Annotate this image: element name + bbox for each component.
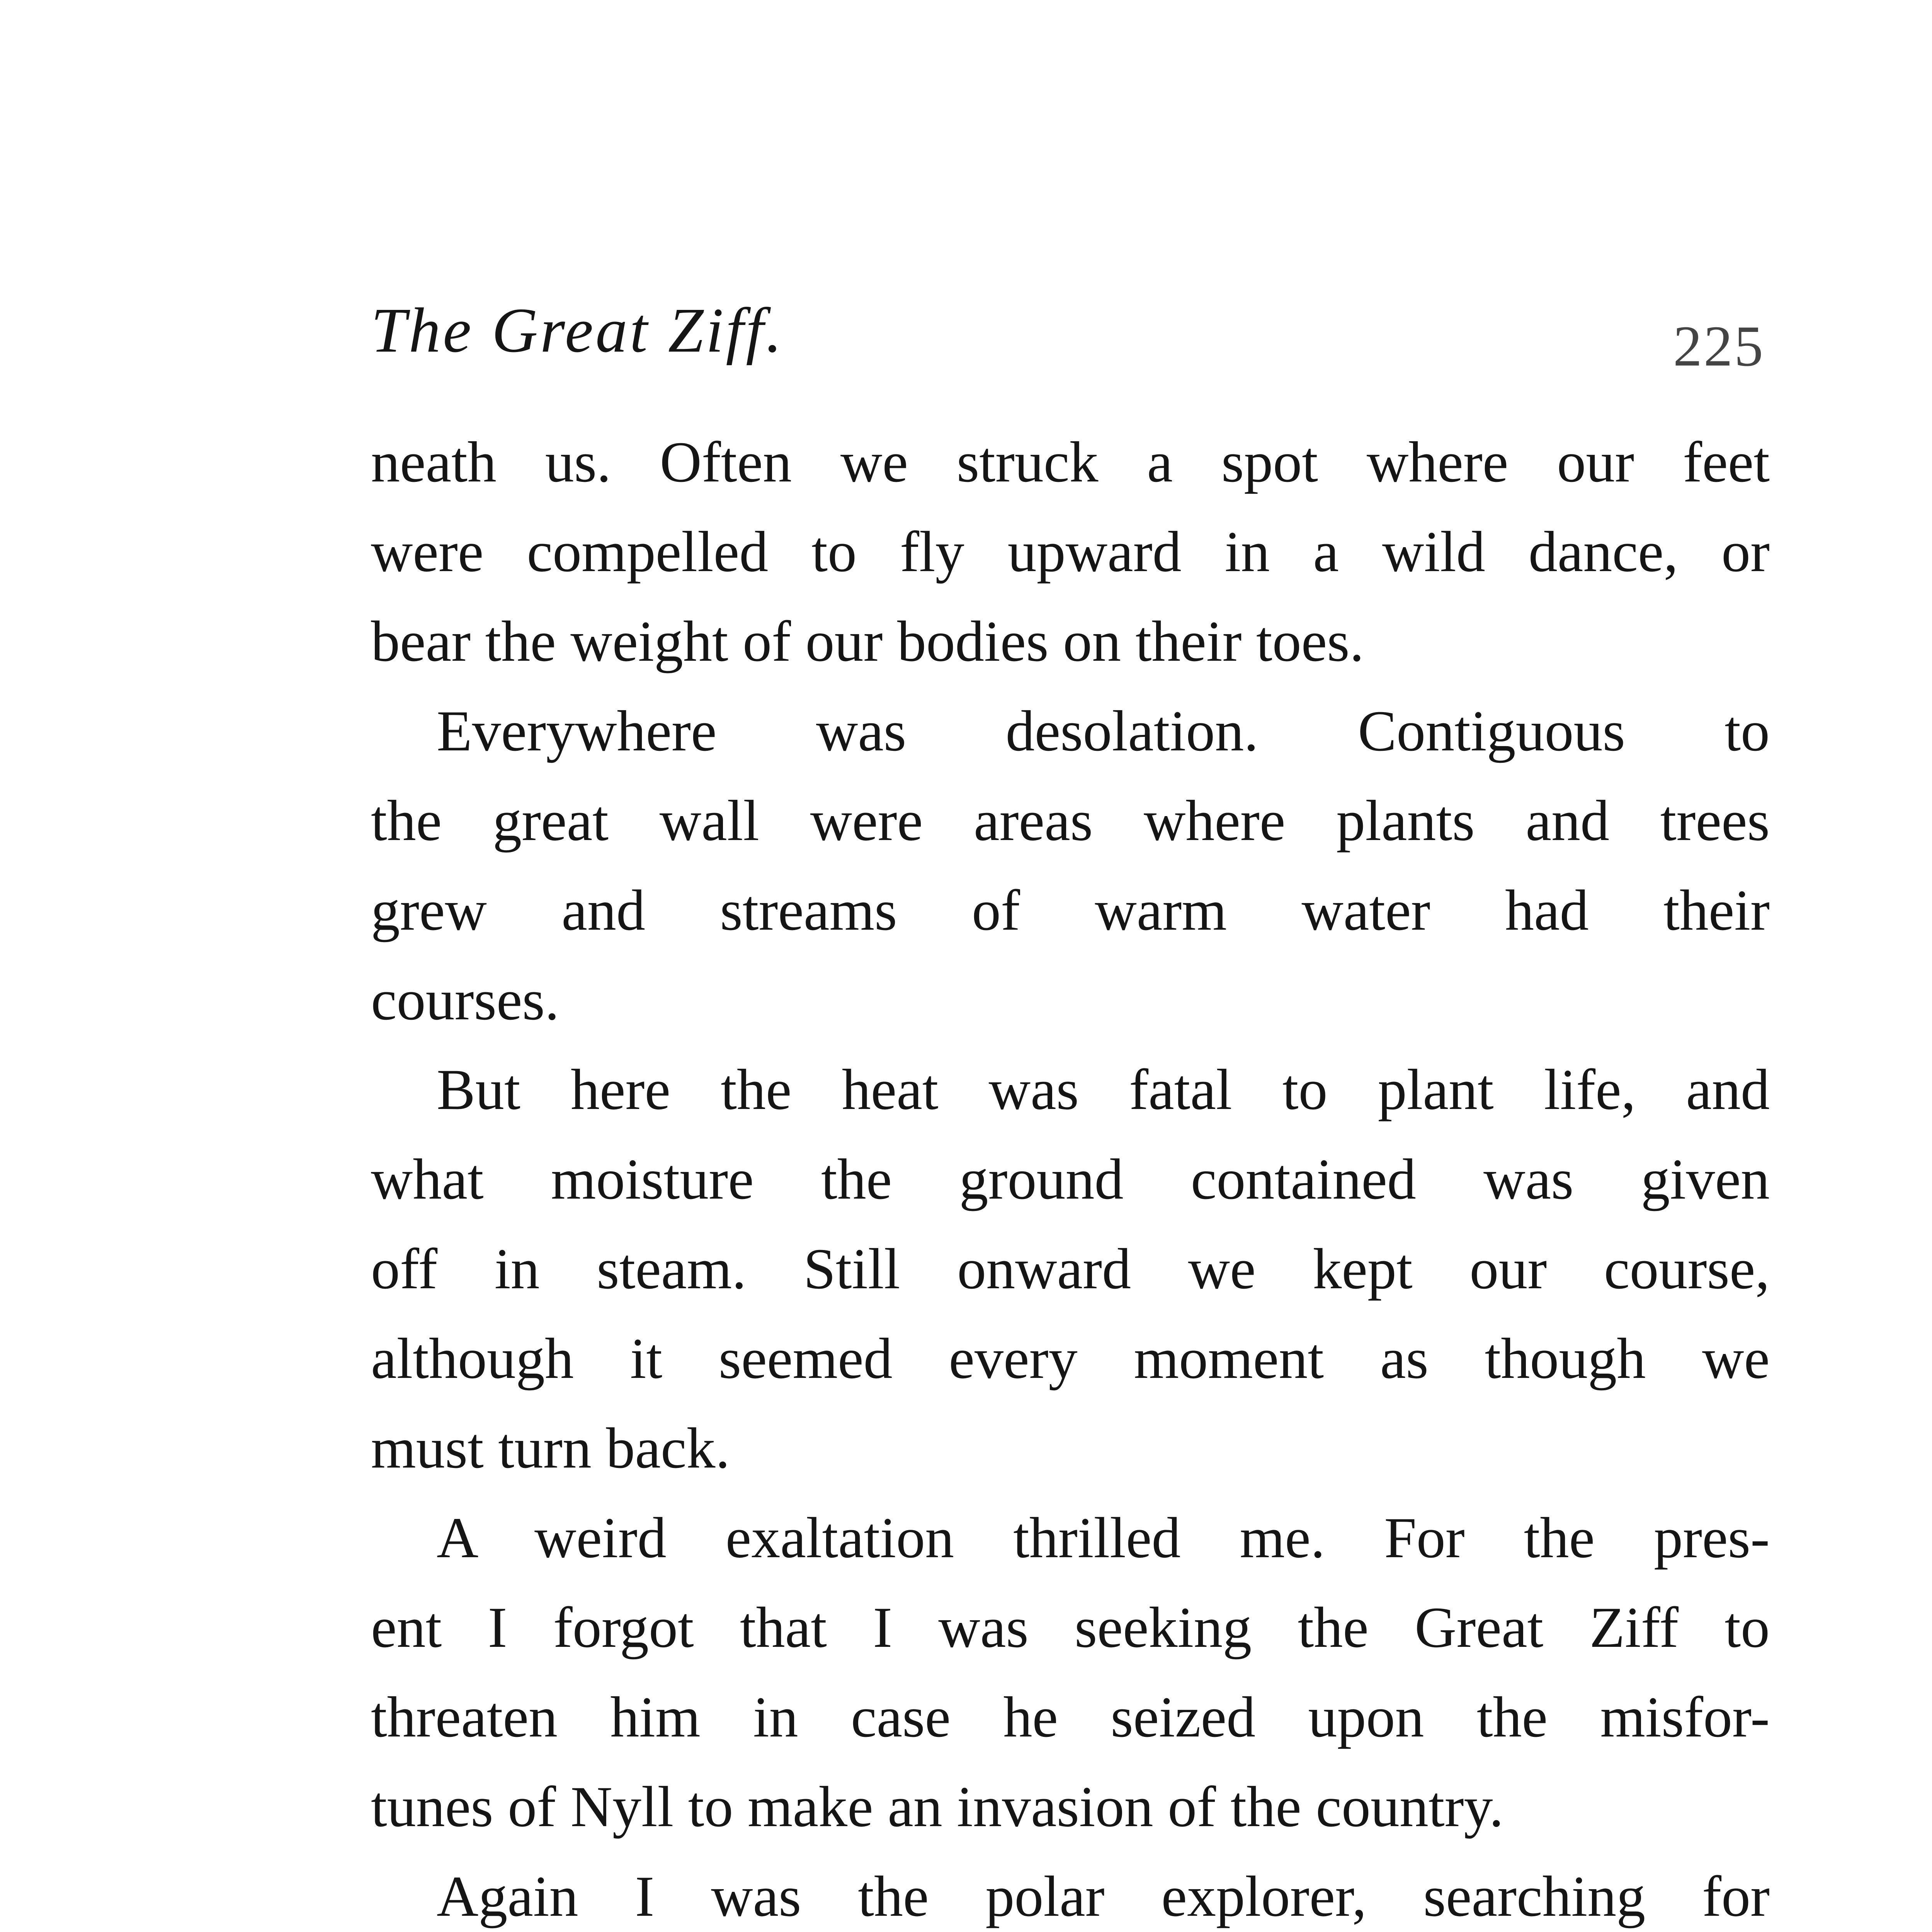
- paragraph: [371, 417, 1770, 686]
- paragraph: [371, 1852, 1770, 1932]
- text-line: ent I forgot that I was seeking the Great Ziff to: [371, 1595, 1770, 1660]
- page-number: 225: [1673, 314, 1765, 378]
- text-line: But here the heat was fatal to plant life, and: [437, 1058, 1770, 1122]
- paragraph: [371, 1493, 1770, 1852]
- text-line: grew and streams of warm water had their: [371, 878, 1770, 942]
- text-line: Everywhere was desolation. Contiguous to: [437, 699, 1770, 763]
- paragraph: [371, 1045, 1770, 1493]
- text-line: bear the weight of our bodies on their toes.: [371, 609, 1364, 673]
- text-line: tunes of Nyll to make an invasion of the country.: [371, 1775, 1504, 1839]
- running-title: The Great Ziff.: [371, 295, 784, 366]
- text-line: threaten him in case he seized upon the misfor-: [371, 1685, 1770, 1749]
- text-line: must turn back.: [371, 1416, 730, 1480]
- text-line: off in steam. Still onward we kept our course,: [371, 1237, 1770, 1301]
- text-line: although it seemed every moment as though we: [371, 1327, 1770, 1391]
- text-line: what moisture the ground contained was given: [371, 1147, 1770, 1211]
- paragraph: [371, 686, 1770, 1045]
- text-line: A weird exaltation thrilled me. For the pres-: [437, 1506, 1770, 1570]
- body-text: [371, 417, 1770, 1932]
- text-line: Again I was the polar explorer, searching for: [437, 1864, 1770, 1929]
- text-line: courses.: [371, 968, 560, 1032]
- text-line: neath us. Often we struck a spot where our feet: [371, 430, 1770, 494]
- text-line: were compelled to fly upward in a wild dance, or: [371, 520, 1770, 584]
- text-line: the great wall were areas where plants and trees: [371, 789, 1770, 853]
